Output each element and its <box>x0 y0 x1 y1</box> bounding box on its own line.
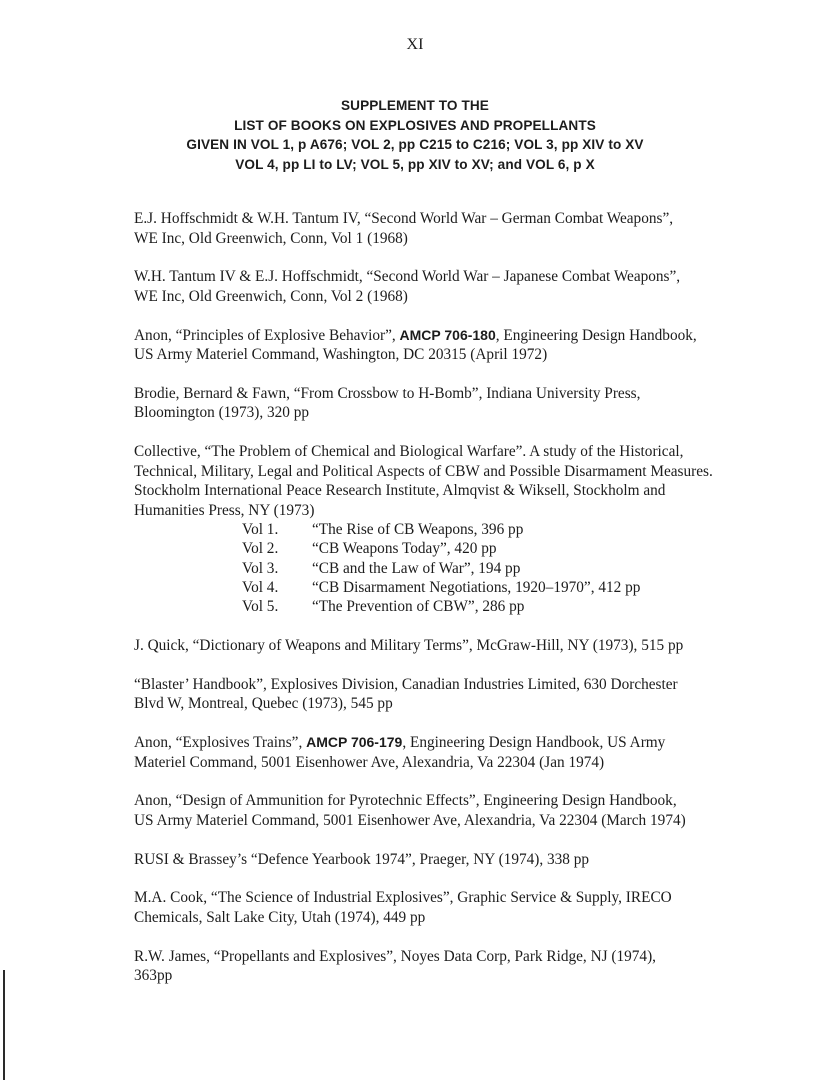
book-entry-amcp-706-179 <box>134 733 804 772</box>
amcp-number: AMCP 706-179 <box>306 734 403 751</box>
volume-list <box>242 520 804 616</box>
volume-title: “CB and the Law of War”, 194 pp <box>312 559 521 577</box>
volume-number: Vol 2. <box>242 540 279 558</box>
book-entry-rusi <box>134 850 804 870</box>
entry-line: Chemicals, Salt Lake City, Utah (1974), 449 pp <box>134 908 426 926</box>
book-entry-hoffschmidt <box>134 209 804 248</box>
entry-line: WE Inc, Old Greenwich, Conn, Vol 1 (1968) <box>134 229 408 247</box>
volume-title: “CB Weapons Today”, 420 pp <box>312 540 497 558</box>
book-entry-collective <box>134 442 804 616</box>
book-entry-james <box>134 947 804 986</box>
entry-line: Technical, Military, Legal and Political Aspects of CBW and Possible Disarmament Measures. <box>134 462 713 480</box>
entry-text: Anon, “Principles of Explosive Behavior”, <box>134 326 400 344</box>
heading-line-4: VOL 4, pp LI to LV; VOL 5, pp XIV to XV; and VOL 6, p X <box>235 156 595 172</box>
entry-line: Humanities Press, NY (1973) <box>134 501 315 519</box>
volume-number: Vol 1. <box>242 521 279 539</box>
amcp-number: AMCP 706-180 <box>399 326 496 343</box>
entry-line: US Army Materiel Command, 5001 Eisenhower Ave, Alexandria, Va 22304 (March 1974) <box>134 811 686 829</box>
volume-row <box>242 578 804 597</box>
entry-line: Brodie, Bernard & Fawn, “From Crossbow to H-Bomb”, Indiana University Press, <box>134 384 641 402</box>
book-entry-amcp-706-180 <box>134 326 804 365</box>
entry-line: M.A. Cook, “The Science of Industrial Explosives”, Graphic Service & Supply, IRECO <box>134 889 672 907</box>
book-entry-pyrotechnic <box>134 791 804 830</box>
entry-line: J. Quick, “Dictionary of Weapons and Military Terms”, McGraw-Hill, NY (1973), 515 pp <box>134 636 684 654</box>
entry-line <box>134 733 804 753</box>
entry-line: Blvd W, Montreal, Quebec (1973), 545 pp <box>134 695 393 713</box>
entry-line: 363pp <box>134 967 173 985</box>
volume-row <box>242 597 804 616</box>
page-number: XI <box>406 36 424 53</box>
heading-line-3: GIVEN IN VOL 1, p A676; VOL 2, pp C215 to C216; VOL 3, pp XIV to XV <box>186 137 644 152</box>
volume-title: “The Prevention of CBW”, 286 pp <box>312 598 525 616</box>
entry-line: Stockholm International Peace Research Institute, Almqvist & Wiksell, Stockholm and <box>134 482 666 500</box>
volume-title: “CB Disarmament Negotiations, 1920–1970”, 412 pp <box>312 579 641 597</box>
entry-text: Anon, “Explosives Trains”, <box>134 734 307 752</box>
volume-number: Vol 5. <box>242 598 279 616</box>
book-entry-cook <box>134 888 804 927</box>
entry-line: W.H. Tantum IV & E.J. Hoffschmidt, “Second World War – Japanese Combat Weapons”, <box>134 268 681 286</box>
entry-line <box>134 326 804 346</box>
volume-number: Vol 3. <box>242 559 279 577</box>
entry-line: Anon, “Design of Ammunition for Pyrotechnic Effects”, Engineering Design Handbook, <box>134 792 677 810</box>
entry-line: E.J. Hoffschmidt & W.H. Tantum IV, “Second World War – German Combat Weapons”, <box>134 210 674 227</box>
book-entry-tantum <box>134 267 804 306</box>
entry-line: Bloomington (1973), 320 pp <box>134 404 310 422</box>
heading-line-2: LIST OF BOOKS ON EXPLOSIVES AND PROPELLANTS <box>234 117 596 133</box>
volume-row <box>242 559 804 578</box>
book-entry-quick <box>134 636 804 656</box>
entry-text: , Engineering Design Handbook, <box>495 326 697 344</box>
entry-line: RUSI & Brassey’s “Defence Yearbook 1974”, Praeger, NY (1974), 338 pp <box>134 850 590 868</box>
volume-title: “The Rise of CB Weapons, 396 pp <box>312 521 524 539</box>
entry-line: WE Inc, Old Greenwich, Conn, Vol 2 (1968) <box>134 287 408 305</box>
heading-line-1: SUPPLEMENT TO THE <box>341 98 489 113</box>
book-list <box>134 209 804 1005</box>
entry-line: US Army Materiel Command, Washington, DC 20315 (April 1972) <box>134 346 548 364</box>
scan-margin-line <box>3 970 5 1080</box>
book-entry-blaster-handbook <box>134 675 804 714</box>
supplement-heading <box>0 96 830 174</box>
entry-line: Materiel Command, 5001 Eisenhower Ave, Alexandria, Va 22304 (Jan 1974) <box>134 753 605 771</box>
entry-text: , Engineering Design Handbook, US Army <box>402 734 666 752</box>
entry-line: R.W. James, “Propellants and Explosives”, Noyes Data Corp, Park Ridge, NJ (1974), <box>134 947 656 965</box>
volume-number: Vol 4. <box>242 579 279 597</box>
entry-line: Collective, “The Problem of Chemical and Biological Warfare”. A study of the Historical, <box>134 443 684 461</box>
volume-row <box>242 520 804 539</box>
entry-line: “Blaster’ Handbook”, Explosives Division, Canadian Industries Limited, 630 Dorchester <box>134 675 678 693</box>
volume-row <box>242 539 804 558</box>
book-entry-brodie <box>134 384 804 423</box>
